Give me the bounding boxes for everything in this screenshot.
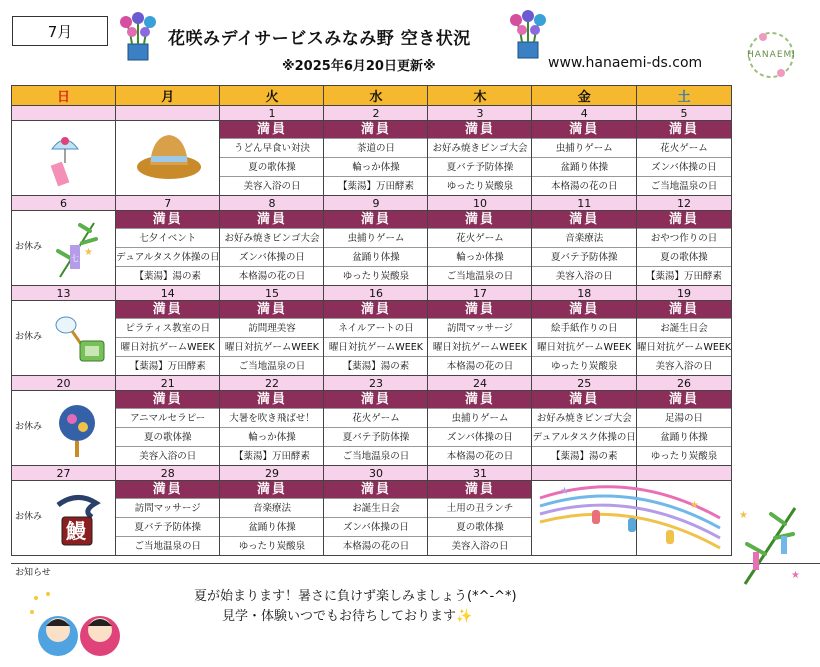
day-cell (116, 301, 220, 376)
full-status-banner: 満員 (220, 391, 323, 408)
activity-item: 美容入浴の日 (220, 176, 323, 195)
activity-item: お誕生日会 (637, 318, 731, 337)
activity-item: 夏バテ予防体操 (532, 247, 635, 266)
date-number: 15 (220, 286, 324, 301)
date-number: 2 (324, 106, 428, 121)
seasonal-illustration (52, 401, 102, 463)
activity-item: 盆踊り体操 (220, 517, 323, 536)
activity-item: 夏バテ予防体操 (116, 517, 219, 536)
full-status-banner: 満員 (428, 391, 531, 408)
seasonal-illustration (52, 221, 102, 283)
activity-item: うどん早食い対決 (220, 138, 323, 157)
day-cell (532, 391, 636, 466)
logo-text: HANAEMI (747, 50, 796, 60)
day-cell (12, 481, 116, 556)
notice-line-2: 見学・体験いつでもお待ちしております✨ (222, 609, 473, 624)
day-cell (116, 211, 220, 286)
seasonal-illustration (52, 491, 102, 553)
activity-item: 訪問マッサージ (428, 318, 531, 337)
activity-item: 盆踊り体操 (532, 157, 635, 176)
activity-item: 曜日対抗ゲームWEEK (532, 337, 635, 356)
activity-item: 【薬湯】万田酵素 (116, 356, 219, 375)
day-cell (116, 391, 220, 466)
day-cell (324, 481, 428, 556)
day-cell (324, 121, 428, 196)
date-number: 1 (220, 106, 324, 121)
full-status-banner: 満員 (532, 301, 635, 318)
full-status-banner: 満員 (220, 121, 323, 138)
activity-item: アニマルセラピー (116, 408, 219, 427)
tanzaku-text: 七夕 (71, 254, 87, 263)
day-cell (116, 481, 220, 556)
activity-item: 本格湯の花の日 (220, 266, 323, 285)
activity-item: 夏の歌体操 (428, 517, 531, 536)
full-status-banner: 満員 (428, 211, 531, 228)
date-number: 31 (428, 466, 532, 481)
holiday-label: お休み (15, 332, 43, 342)
activity-item: 【薬湯】湯の素 (116, 266, 219, 285)
full-status-banner: 満員 (116, 391, 219, 408)
activity-item: 曜日対抗ゲームWEEK (220, 337, 323, 356)
seasonal-illustration (52, 311, 110, 373)
day-cell (12, 301, 116, 376)
full-status-banner: 満員 (428, 121, 531, 138)
activity-item: 【薬湯】万田酵素 (220, 446, 323, 465)
day-cell (428, 391, 532, 466)
activity-item: 大暑を吹き飛ばせ！ (220, 408, 323, 427)
activity-item: 絵手紙作りの日 (532, 318, 635, 337)
day-cell (636, 301, 731, 376)
svg-text:★: ★ (739, 510, 748, 521)
date-number: 18 (532, 286, 636, 301)
activity-item: 本格湯の花の日 (324, 536, 427, 555)
activity-item: 曜日対抗ゲームWEEK (637, 337, 731, 356)
activity-item: 夏の歌体操 (637, 247, 731, 266)
activity-item: お誕生日会 (324, 498, 427, 517)
full-status-banner: 満員 (324, 211, 427, 228)
date-number (12, 106, 116, 121)
notice-line-1: 夏が始まります！暑さに負けず楽しみましょう(*^-^*) (194, 589, 517, 604)
day-cell (220, 121, 324, 196)
full-status-banner: 満員 (637, 301, 731, 318)
full-status-banner: 満員 (637, 211, 731, 228)
activity-item: ご当地温泉の日 (637, 176, 731, 195)
day-cell (220, 391, 324, 466)
activity-item: 輪っか体操 (428, 247, 531, 266)
date-row (12, 106, 732, 121)
date-number (116, 106, 220, 121)
day-cell (428, 121, 532, 196)
activity-item: お好み焼きビンゴ大会 (532, 408, 635, 427)
activity-item: ご当地温泉の日 (324, 446, 427, 465)
date-number: 20 (12, 376, 116, 391)
date-number: 11 (532, 196, 636, 211)
full-status-banner: 満員 (220, 211, 323, 228)
date-number: 23 (324, 376, 428, 391)
full-status-banner: 満員 (428, 481, 531, 498)
weekday-header-tue: 火 (220, 86, 324, 106)
activity-item: 本格湯の花の日 (428, 356, 531, 375)
day-cell (532, 211, 636, 286)
date-number: 9 (324, 196, 428, 211)
eel-kanji: 鰻 (66, 519, 86, 543)
day-cell (12, 121, 116, 196)
activity-item: ゆったり炭酸泉 (532, 356, 635, 375)
activity-item: 【薬湯】万田酵素 (637, 266, 731, 285)
day-cell (220, 301, 324, 376)
svg-text:★: ★ (690, 500, 699, 511)
date-number: 29 (220, 466, 324, 481)
full-status-banner: 満員 (532, 391, 635, 408)
activity-item: 曜日対抗ゲームWEEK (324, 337, 427, 356)
day-cell (12, 391, 116, 466)
date-number: 14 (116, 286, 220, 301)
activity-item: 曜日対抗ゲームWEEK (116, 337, 219, 356)
activity-item: 美容入浴の日 (532, 266, 635, 285)
activity-item: 花火ゲーム (637, 138, 731, 157)
full-status-banner: 満員 (116, 301, 219, 318)
day-cell (12, 211, 116, 286)
date-number: 24 (428, 376, 532, 391)
activity-item: ネイルアートの日 (324, 318, 427, 337)
activity-item: ご当地温泉の日 (428, 266, 531, 285)
activity-item: 美容入浴の日 (116, 446, 219, 465)
activity-item: 夏の歌体操 (116, 427, 219, 446)
kokeshi-dolls-icon (28, 590, 128, 662)
weekday-header-sun: 日 (12, 86, 116, 106)
activity-item: お好み焼きビンゴ大会 (428, 138, 531, 157)
activity-item: 夏の歌体操 (220, 157, 323, 176)
activity-item: 音楽療法 (220, 498, 323, 517)
day-cell (220, 481, 324, 556)
weekday-header-mon: 月 (116, 86, 220, 106)
date-number: 13 (12, 286, 116, 301)
activity-item: ゆったり炭酸泉 (428, 176, 531, 195)
day-cell (220, 211, 324, 286)
date-row (12, 196, 732, 211)
weekday-header-sat: 土 (636, 86, 731, 106)
activity-item: 本格湯の花の日 (532, 176, 635, 195)
activity-item: 本格湯の花の日 (428, 446, 531, 465)
updated-date: ※2025年6月20日更新※ (282, 59, 436, 74)
weekday-header-wed: 水 (324, 86, 428, 106)
activity-item: 盆踊り体操 (637, 427, 731, 446)
holiday-label: お休み (15, 422, 43, 432)
activity-item: ご当地温泉の日 (220, 356, 323, 375)
date-number: 5 (636, 106, 731, 121)
morning-glory-pot-right-icon (508, 8, 548, 60)
day-cell (532, 121, 636, 196)
date-number: 4 (532, 106, 636, 121)
date-number: 21 (116, 376, 220, 391)
weekday-header-fri: 金 (532, 86, 636, 106)
activity-item: 美容入浴の日 (637, 356, 731, 375)
activity-item: ゆったり炭酸泉 (637, 446, 731, 465)
day-cell (428, 301, 532, 376)
date-number: 10 (428, 196, 532, 211)
full-status-banner: 満員 (220, 481, 323, 498)
morning-glory-pot-left-icon (118, 10, 158, 62)
full-status-banner: 満員 (324, 481, 427, 498)
full-status-banner: 満員 (428, 301, 531, 318)
date-number: 8 (220, 196, 324, 211)
date-number: 27 (12, 466, 116, 481)
tanabata-streamers-icon (530, 478, 730, 564)
day-cell (324, 301, 428, 376)
activity-item: 【薬湯】湯の素 (532, 446, 635, 465)
full-status-banner: 満員 (532, 121, 635, 138)
activity-item: ズンバ体操の日 (324, 517, 427, 536)
date-number: 30 (324, 466, 428, 481)
activity-item: 夏バテ予防体操 (428, 157, 531, 176)
activity-item: 曜日対抗ゲームWEEK (428, 337, 531, 356)
activity-item: ズンバ体操の日 (428, 427, 531, 446)
date-number: 22 (220, 376, 324, 391)
full-status-banner: 満員 (220, 301, 323, 318)
full-status-banner: 満員 (324, 301, 427, 318)
date-number: 19 (636, 286, 731, 301)
activity-item: ゆったり炭酸泉 (324, 266, 427, 285)
date-number: 7 (116, 196, 220, 211)
activity-item: 虫捕りゲーム (532, 138, 635, 157)
date-row (12, 376, 732, 391)
full-status-banner: 満員 (637, 121, 731, 138)
date-number: 25 (532, 376, 636, 391)
day-cell (116, 121, 220, 196)
date-number: 16 (324, 286, 428, 301)
straw-hat-icon (116, 121, 219, 189)
activity-item: 【薬湯】湯の素 (324, 356, 427, 375)
activity-item: 訪問理美容 (220, 318, 323, 337)
activity-item: おやつ作りの日 (637, 228, 731, 247)
date-number: 28 (116, 466, 220, 481)
day-cell (324, 391, 428, 466)
tanabata-bamboo-icon (735, 498, 805, 586)
day-cell (636, 391, 731, 466)
weekday-header-thu: 木 (428, 86, 532, 106)
activity-item: 虫捕りゲーム (324, 228, 427, 247)
day-cells-row (12, 391, 732, 466)
day-cells-row (12, 301, 732, 376)
full-status-banner: 満員 (637, 391, 731, 408)
activity-item: お好み焼きビンゴ大会 (220, 228, 323, 247)
activity-item: 美容入浴の日 (428, 536, 531, 555)
day-cells-row (12, 211, 732, 286)
seasonal-illustration (40, 131, 90, 193)
activity-item: 茶道の日 (324, 138, 427, 157)
day-cells-row (12, 121, 732, 196)
activity-item: デュアルタスク体操の日 (116, 247, 219, 266)
activity-item: 輪っか体操 (220, 427, 323, 446)
full-status-banner: 満員 (324, 121, 427, 138)
activity-item: 音楽療法 (532, 228, 635, 247)
day-cell (428, 481, 532, 556)
activity-item: ピラティス教室の日 (116, 318, 219, 337)
svg-text:★: ★ (84, 247, 93, 258)
day-cell (636, 211, 731, 286)
activity-item: ズンバ体操の日 (637, 157, 731, 176)
holiday-label: お休み (15, 242, 43, 252)
svg-text:★: ★ (560, 486, 569, 497)
notice-label: お知らせ (15, 568, 51, 578)
activity-item: 夏バテ予防体操 (324, 427, 427, 446)
activity-item: デュアルタスク体操の日 (532, 427, 635, 446)
day-cell (636, 121, 731, 196)
activity-item: 【薬湯】万田酵素 (324, 176, 427, 195)
website-url: www.hanaemi-ds.com (548, 55, 703, 71)
full-status-banner: 満員 (116, 211, 219, 228)
activity-item: 輪っか体操 (324, 157, 427, 176)
day-cell (324, 211, 428, 286)
activity-item: 足湯の日 (637, 408, 731, 427)
month-label: 7月 (12, 16, 108, 46)
activity-item: ズンバ体操の日 (220, 247, 323, 266)
activity-item: 訪問マッサージ (116, 498, 219, 517)
svg-text:★: ★ (791, 570, 800, 581)
full-status-banner: 満員 (324, 391, 427, 408)
day-cell (428, 211, 532, 286)
activity-item: ゆったり炭酸泉 (220, 536, 323, 555)
activity-item: ご当地温泉の日 (116, 536, 219, 555)
activity-item: 花火ゲーム (324, 408, 427, 427)
day-cell (532, 301, 636, 376)
activity-item: 花火ゲーム (428, 228, 531, 247)
activity-item: 七夕イベント (116, 228, 219, 247)
date-number: 12 (636, 196, 731, 211)
date-number: 3 (428, 106, 532, 121)
date-row (12, 286, 732, 301)
date-number: 17 (428, 286, 532, 301)
activity-item: 虫捕りゲーム (428, 408, 531, 427)
activity-item: 土用の丑ランチ (428, 498, 531, 517)
full-status-banner: 満員 (532, 211, 635, 228)
full-status-banner: 満員 (116, 481, 219, 498)
holiday-label: お休み (15, 512, 43, 522)
page-title: 花咲みデイサービスみなみ野 空き状況 (168, 29, 471, 49)
date-number: 26 (636, 376, 731, 391)
date-number: 6 (12, 196, 116, 211)
activity-item: 盆踊り体操 (324, 247, 427, 266)
